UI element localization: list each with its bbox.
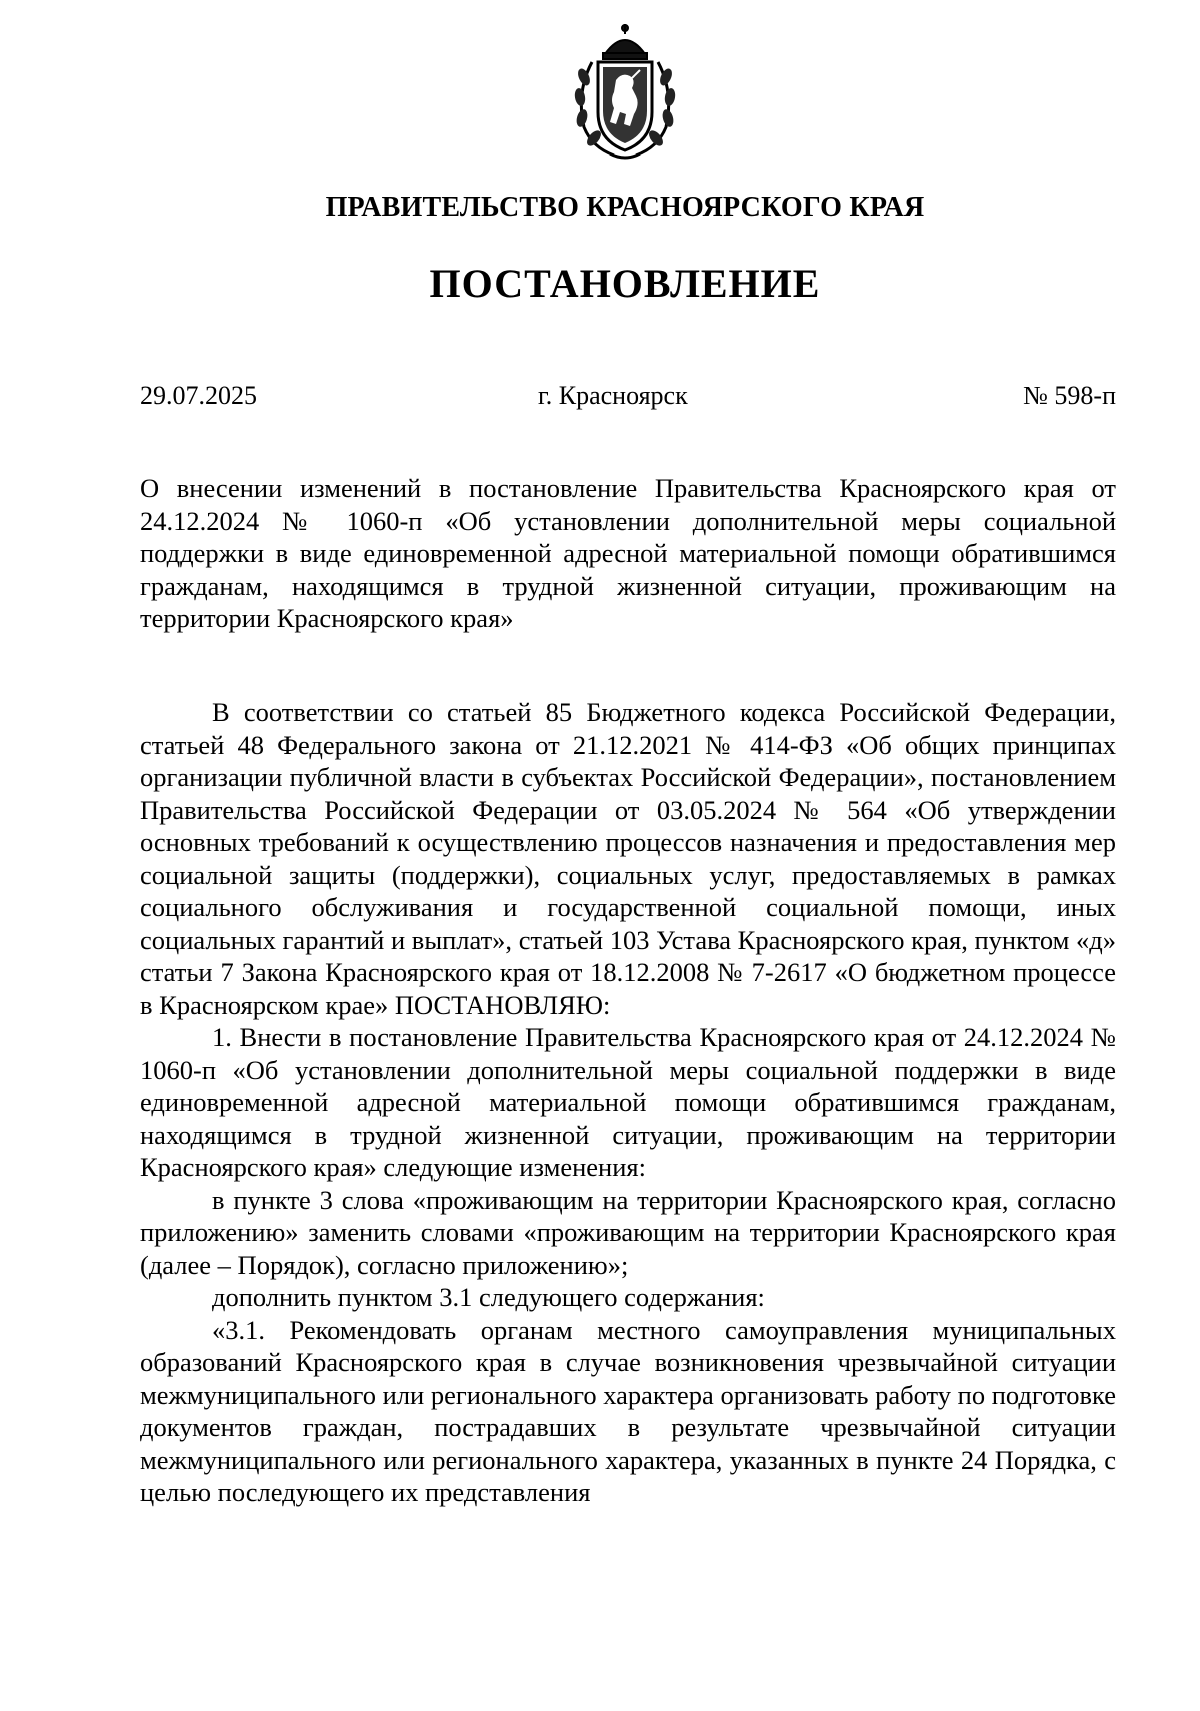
document-date: 29.07.2025 [140, 381, 257, 410]
document-body [140, 696, 1116, 1509]
document-subject: О внесении изменений в постановление Правительства Красноярского края от 24.12.2024 № 1060-п «Об установлении дополнительной меры социальной поддержки в виде единовременной адресной материальной помощи обратившимся гражданам, находящимся в трудной жизненной ситуации, проживающим на территории Красноярского края» [140, 473, 1116, 633]
document-type-title: ПОСТАНОВЛЕНИЕ [429, 261, 821, 306]
document-meta [140, 381, 1116, 411]
document-city: г. Красноярск [538, 381, 688, 410]
body-paragraph: в пункте 3 слова «проживающим на территории Красноярского края, согласно приложению» заменить словами «проживающим на территории Красноярского края (далее – Порядок), согласно приложению»; [140, 1184, 1116, 1280]
document-number: № 598-п [1023, 381, 1116, 410]
organization-title: ПРАВИТЕЛЬСТВО КРАСНОЯРСКОГО КРАЯ [325, 192, 925, 223]
coat-of-arms-icon [570, 22, 680, 164]
preamble-paragraph: В соответствии со статьей 85 Бюджетного кодекса Российской Федерации, статьей 48 Федерального закона от 21.12.2021 № 414-ФЗ «Об общих принципах организации публичной власти в субъектах Российской Федерации», постановлением Правительства Российской Федерации от 03.05.2024 № 564 «Об утверждении основных требований к осуществлению процессов назначения и предоставления мер социальной защиты (поддержки), социальных услуг, предоставляемых в рамках социального обслуживания и государственной социальной помощи, иных социальных гарантий и выплат», статьей 103 Устава Красноярского края, пунктом «д» статьи 7 Закона Красноярского края от 18.12.2008 № 7-2617 «О бюджетном процессе в Красноярском крае» ПОСТАНОВЛЯЮ: [140, 697, 1116, 1020]
body-paragraph: 1. Внести в постановление Правительства Красноярского края от 24.12.2024 № 1060-п «Об установлении дополнительной меры социальной поддержки в виде единовременной адресной материальной помощи обратившимся гражданам, находящимся в трудной жизненной ситуации, проживающим на территории Красноярского края» следующие изменения: [140, 1022, 1116, 1182]
body-paragraph: «3.1. Рекомендовать органам местного самоуправления муниципальных образований Красноярского края в случае возникновения чрезвычайной ситуации межмуниципального или регионального характера организовать работу по подготовке документов граждан, пострадавших в результате чрезвычайной ситуации межмуниципального или регионального характера, указанных в пункте 24 Порядка, с целью последующего их представления [140, 1314, 1116, 1507]
body-paragraph: дополнить пунктом 3.1 следующего содержания: [212, 1282, 765, 1312]
